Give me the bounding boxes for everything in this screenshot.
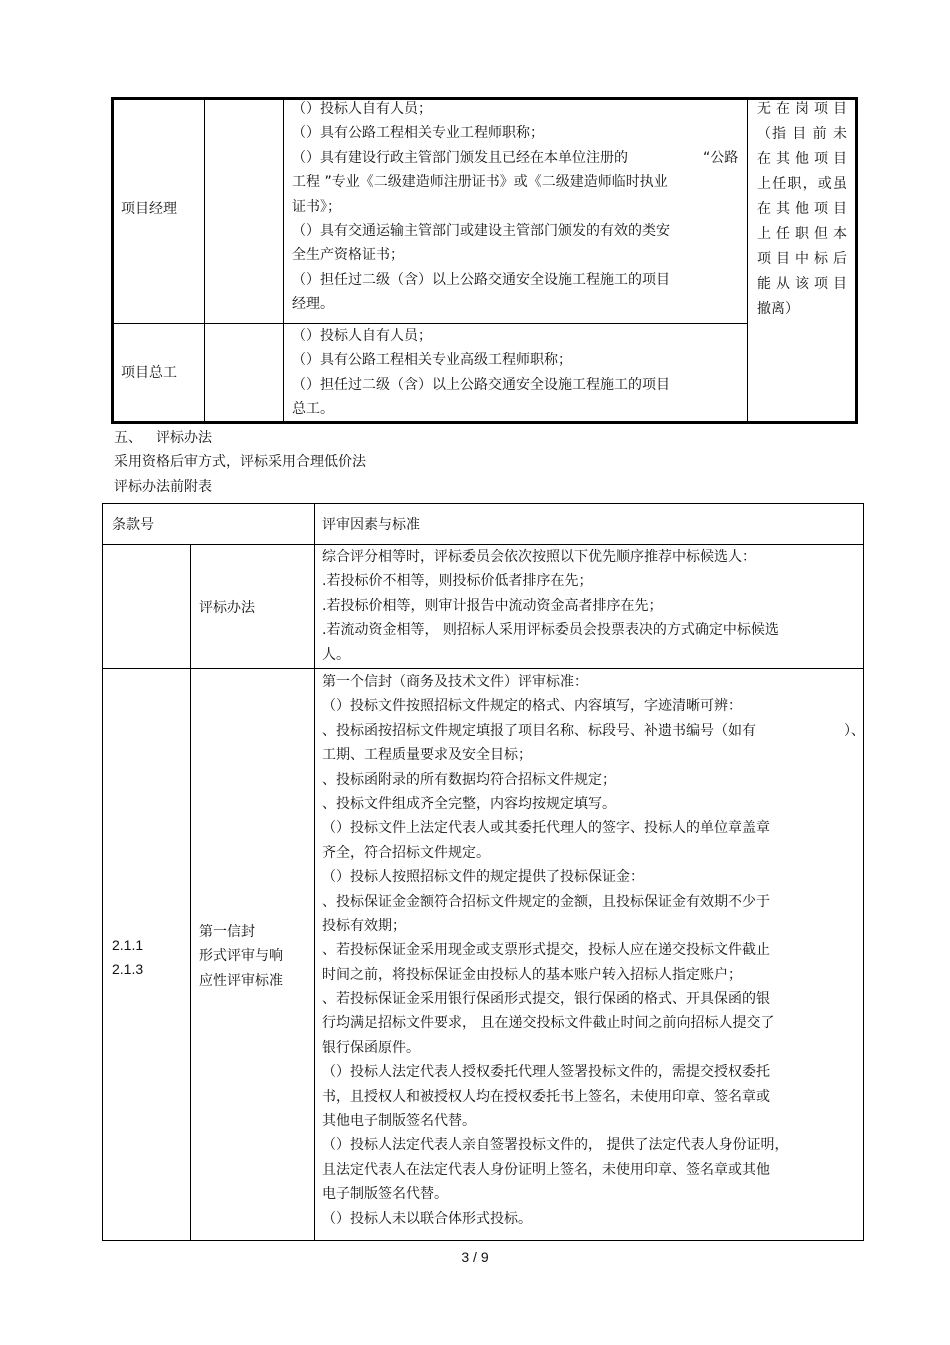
table1-divider xyxy=(747,97,748,424)
criteria-line xyxy=(322,719,865,743)
note-line: 在 其 他 项 目 xyxy=(757,201,847,217)
requirement-line: 经理。 xyxy=(292,296,334,313)
requirement-line: （）担任过二级（含）以上公路交通安全设施工程施工的项目 xyxy=(292,376,670,393)
criteria-line: 、若投标保证金采用现金或支票形式提交，投标人应在递交投标文件截止 xyxy=(322,942,770,959)
note-line: 上 任 职 但 本 xyxy=(757,226,847,242)
requirement-line: （）具有公路工程相关专业高级工程师职称； xyxy=(292,352,572,369)
requirement-line: 总工。 xyxy=(292,401,334,418)
criteria-line-part: ）、 xyxy=(844,722,865,739)
rule-line: .若投标价相等，则审计报告中流动资金高者排序在先； xyxy=(322,597,663,614)
requirement-line: （）担任过二级（含）以上公路交通安全设施工程施工的项目 xyxy=(292,271,670,288)
note-line: 上任职，或虽 xyxy=(757,176,847,192)
availability-note xyxy=(757,97,847,322)
rule-line: 综合评分相等时，评标委员会依次按照以下优先顺序推荐中标候选人： xyxy=(322,549,756,565)
requirement-line: 证书》； xyxy=(292,198,341,215)
page-number: 3 / 9 xyxy=(461,1249,489,1265)
clause-number: 2.1.1 xyxy=(112,937,144,953)
header-clause: 条款号 xyxy=(112,517,154,533)
requirement-line: （）具有交通运输主管部门或建设主管部门颁发的有效的类安 xyxy=(292,222,670,239)
table2-row-divider xyxy=(102,668,864,669)
criteria-line: （）投标人法定代表人亲自签署投标文件的， 提供了法定代表人身份证明， xyxy=(322,1137,789,1154)
manager-label: 项目经理 xyxy=(121,201,177,217)
table2-left-border xyxy=(102,503,103,1241)
criteria-line: 行均满足招标文件要求， 且在递交投标文件截止时间之前向招标人提交了 xyxy=(322,1015,775,1032)
table1-left-border xyxy=(111,97,114,424)
rule-line: .若流动资金相等， 则招标人采用评标委员会投票表决的方式确定中标候选 xyxy=(322,622,779,639)
note-line: 能 从 该 项 目 xyxy=(757,276,847,292)
criteria-line: 、投标文件组成齐全完整，内容均按规定填写。 xyxy=(322,795,616,812)
name-line: 应性评审标准 xyxy=(199,972,283,989)
table2-right-border xyxy=(863,503,864,1241)
section-intro: 采用资格后审方式，评标采用合理低价法 xyxy=(114,454,366,470)
section-title: 评标办法 xyxy=(156,430,212,446)
requirement-line: （）投标人自有人员； xyxy=(292,101,432,117)
method-rules xyxy=(322,545,779,667)
criteria-line: 投标有效期； xyxy=(322,917,406,934)
table2-divider xyxy=(190,544,191,1241)
table-title: 评标办法前附表 xyxy=(114,479,212,495)
clause-number: 2.1.3 xyxy=(112,961,144,978)
requirement-line: 工程 ”专业《二级建造师注册证书》或《二级建造师临时执业 xyxy=(292,174,668,191)
header-criteria: 评审因素与标准 xyxy=(322,517,420,533)
criteria-line: 齐全，符合招标文件规定。 xyxy=(322,844,490,861)
note-line: 项 目 中 标 后 xyxy=(757,251,847,267)
criteria-line: 工期、工程质量要求及安全目标； xyxy=(322,747,532,764)
chief-engineer-label: 项目总工 xyxy=(121,365,177,381)
first-envelope-criteria xyxy=(322,670,865,1231)
criteria-line: 、投标函附录的所有数据均符合招标文件规定； xyxy=(322,771,616,788)
method-name: 评标办法 xyxy=(199,600,255,616)
note-line: 在 其 他 项 目 xyxy=(757,151,847,167)
criteria-line: 且法定代表人在法定代表人身份证明上签名，未使用印章、签名章或其他 xyxy=(322,1161,770,1178)
requirement-line-part: （）具有建设行政主管部门颁发且已经在本单位注册的 xyxy=(292,149,628,166)
criteria-line: 电子制版签名代替。 xyxy=(322,1186,448,1203)
requirement-line-part: “公路 xyxy=(703,149,739,166)
requirement-line: （）具有公路工程相关专业工程师职称； xyxy=(292,125,544,142)
criteria-line: （）投标文件按照招标文件规定的格式、内容填写，字迹清晰可辨： xyxy=(322,698,742,715)
name-line: 第一信封 xyxy=(199,924,255,940)
manager-requirements xyxy=(292,97,739,317)
criteria-line: 、投标保证金金额符合招标文件规定的金额，且投标保证金有效期不少于 xyxy=(322,893,770,910)
requirement-line: （）投标人自有人员； xyxy=(292,328,432,344)
criteria-line: 第一个信封（商务及技术文件）评审标准： xyxy=(322,674,588,690)
criteria-line: 其他电子制版签名代替。 xyxy=(322,1113,476,1130)
criteria-line: 书，且授权人和被授权人均在授权委托书上签名，未使用印章、签名章或 xyxy=(322,1088,770,1105)
criteria-line: （）投标人未以联合体形式投标。 xyxy=(322,1210,532,1227)
rule-line: .若投标价不相等，则投标价低者排序在先； xyxy=(322,573,593,590)
criteria-line: （）投标人按照招标文件的规定提供了投标保证金： xyxy=(322,869,644,886)
rule-line: 人。 xyxy=(322,646,350,663)
clause-numbers xyxy=(112,933,143,982)
criteria-line: 时间之前，将投标保证金由投标人的基本账户转入招标人指定账户； xyxy=(322,966,742,983)
requirement-line xyxy=(292,146,739,170)
criteria-line: （）投标文件上法定代表人或其委托代理人的签字、投标人的单位章盖章 xyxy=(322,820,770,837)
note-line: 无 在 岗 项 目 xyxy=(757,101,847,117)
table1-divider xyxy=(283,97,284,424)
note-line: 撤离） xyxy=(757,301,799,317)
criteria-line: 银行保函原件。 xyxy=(322,1039,420,1056)
section-number: 五、 xyxy=(114,430,142,446)
first-envelope-name xyxy=(199,920,283,993)
name-line: 形式评审与响 xyxy=(199,948,283,965)
table2-bottom-border xyxy=(102,1240,864,1241)
table2-top-border xyxy=(102,503,864,504)
criteria-line-part: 、投标函按招标文件规定填报了项目名称、标段号、补遗书编号（如有 xyxy=(322,722,756,739)
criteria-line: 、若投标保证金采用银行保函形式提交，银行保函的格式、开具保函的银 xyxy=(322,991,770,1008)
requirement-line: 全生产资格证书； xyxy=(292,247,404,264)
chief-engineer-requirements xyxy=(292,324,670,422)
table1-divider xyxy=(204,97,205,424)
note-line: （指 目 前 未 xyxy=(757,126,847,142)
table2-divider xyxy=(314,503,315,1241)
criteria-line: （）投标人法定代表人授权委托代理人签署投标文件的，需提交授权委托 xyxy=(322,1064,770,1081)
table1-right-border xyxy=(855,97,858,424)
